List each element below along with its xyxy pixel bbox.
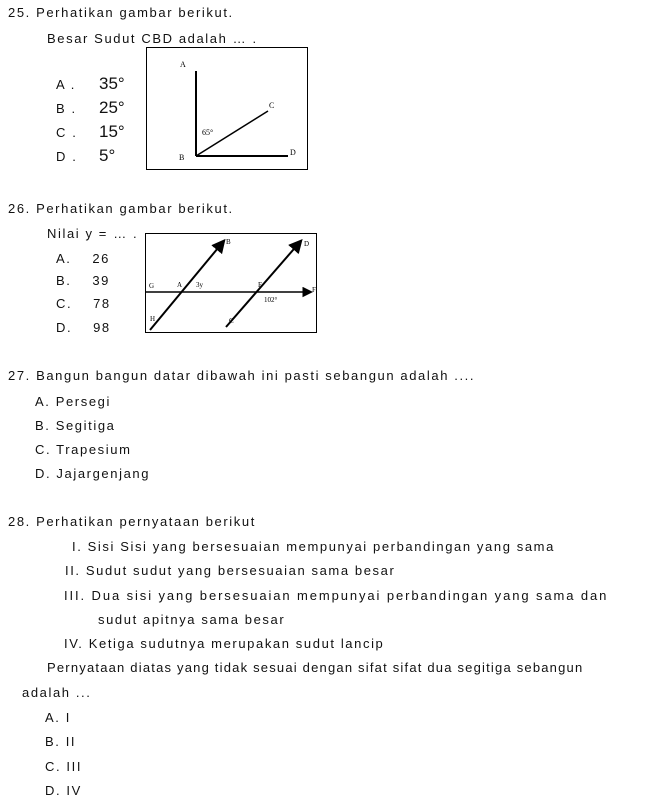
q25-prompt: Besar Sudut CBD adalah … .	[47, 31, 258, 46]
label-b: B	[226, 238, 231, 246]
q28-question-line1: Pernyataan diatas yang tidak sesuai dengan sifat sifat dua segitiga sebangun	[47, 660, 584, 675]
label-e: E	[258, 281, 263, 289]
label-c: C	[229, 317, 234, 325]
q28-title: 28. Perhatikan pernyataan berikut	[8, 514, 256, 529]
q25-option-b-value: 25°	[99, 98, 125, 117]
q28-statement-3-cont: sudut apitnya sama besar	[98, 612, 286, 627]
q28-statement-3: III. Dua sisi yang bersesuaian mempunyai perbandingan yang sama dan	[64, 588, 609, 603]
q25-option-a-letter: A .	[56, 77, 76, 92]
transversal-left	[150, 242, 223, 330]
q28-option-d: D. IV	[45, 783, 82, 798]
q25-option-b-letter: B .	[56, 101, 77, 116]
q26-option-b	[56, 273, 110, 289]
q26-option-d-value: 98	[93, 320, 111, 335]
q26-option-a	[56, 251, 110, 267]
q25-option-a-value: 35°	[99, 74, 125, 93]
q28-statement-2: II. Sudut sudut yang bersesuaian sama besar	[65, 563, 396, 578]
q26-option-d-letter: D.	[56, 320, 73, 335]
label-a: A	[177, 281, 183, 289]
label-b: B	[179, 153, 185, 162]
q25-option-d-letter: D .	[56, 149, 78, 164]
q25-title: 25. Perhatikan gambar berikut.	[8, 5, 234, 20]
q28-statement-1: I. Sisi Sisi yang bersesuaian mempunyai perbandingan yang sama	[72, 539, 555, 554]
q28-option-b: B. II	[45, 734, 77, 749]
label-d: D	[290, 148, 296, 157]
q26-title: 26. Perhatikan gambar berikut.	[8, 201, 234, 216]
q28-statement-4: IV. Ketiga sudutnya merupakan sudut lancip	[64, 636, 385, 651]
label-f: F	[312, 286, 316, 294]
q27-option-a: A. Persegi	[35, 394, 111, 409]
parallel-lines-diagram	[146, 234, 316, 332]
q25-option-d-value: 5°	[99, 146, 116, 165]
q26-option-d	[56, 320, 111, 336]
q27-title: 27. Bangun bangun datar dibawah ini pasti sebangun adalah ....	[8, 368, 476, 383]
q26-figure	[145, 233, 317, 333]
label-h: H	[150, 315, 156, 323]
q26-option-c-letter: C.	[56, 296, 73, 311]
q25-option-c-value: 15°	[99, 122, 125, 141]
q26-option-a-letter: A.	[56, 251, 72, 266]
q26-option-c	[56, 296, 111, 312]
label-a: A	[180, 60, 186, 69]
q26-option-b-value: 39	[92, 273, 111, 288]
q27-option-b: B. Segitiga	[35, 418, 116, 433]
label-c: C	[269, 101, 275, 110]
label-102: 102°	[264, 296, 278, 304]
q26-prompt: Nilai y = … .	[47, 226, 139, 241]
q25-option-c-letter: C .	[56, 125, 78, 140]
q27-option-d: D. Jajargenjang	[35, 466, 151, 481]
angle-diagram	[147, 48, 307, 169]
q28-option-c: C. III	[45, 759, 83, 774]
q28-option-a: A. I	[45, 710, 71, 725]
label-3y: 3y	[196, 281, 203, 289]
q26-option-c-value: 78	[93, 296, 111, 311]
label-g: G	[149, 282, 155, 290]
q28-question-line2: adalah ...	[22, 685, 92, 700]
angle-65-label: 65°	[202, 128, 214, 137]
label-d: D	[304, 240, 310, 248]
transversal-right	[226, 242, 300, 327]
q27-option-c: C. Trapesium	[35, 442, 132, 457]
q25-figure	[146, 47, 308, 170]
q26-option-b-letter: B.	[56, 273, 72, 288]
q26-option-a-value: 26	[92, 251, 111, 266]
